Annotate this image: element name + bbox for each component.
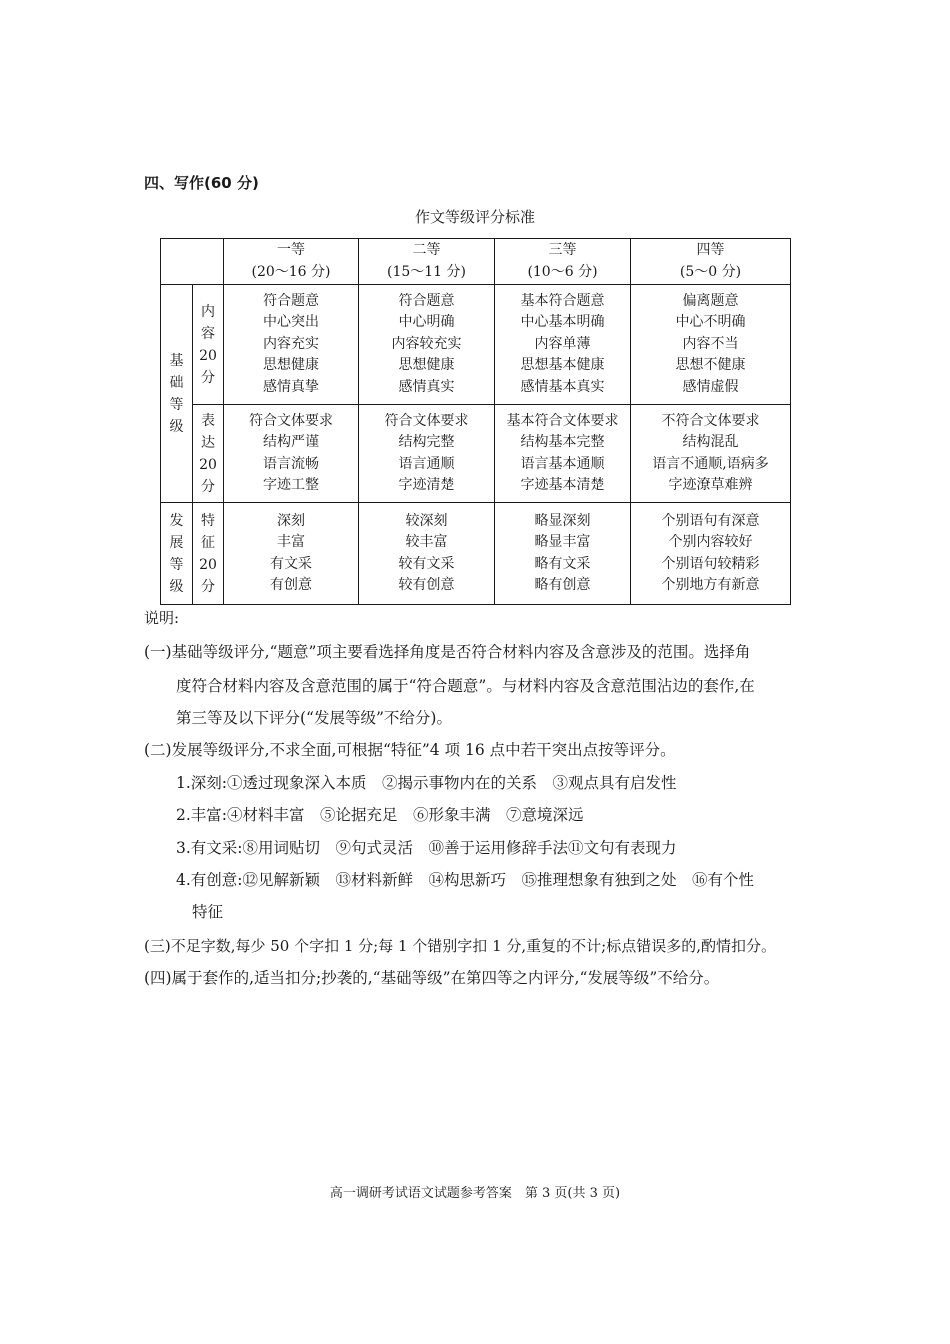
note-line: (四)属于套作的,适当扣分;抄袭的,“基础等级”在第四等之内评分,“发展等级”不给分。 bbox=[144, 969, 720, 987]
criteria-cell: 符合文体要求 结构严谨 语言流畅 字迹工整 bbox=[224, 405, 359, 503]
group-label-basic: 基 础 等 级 bbox=[161, 285, 193, 503]
grade-header: 四等 (5～0 分) bbox=[631, 239, 791, 285]
page-footer: 高一调研考试语文试题参考答案 第 3 页(共 3 页) bbox=[329, 1186, 621, 1201]
row-label-expression: 表 达 20 分 bbox=[193, 405, 224, 503]
criteria-cell: 略显深刻 略显丰富 略有文采 略有创意 bbox=[495, 503, 631, 605]
criteria-cell: 偏离题意 中心不明确 内容不当 思想不健康 感情虚假 bbox=[631, 285, 791, 405]
criteria-cell: 个别语句有深意 个别内容较好 个别语句较精彩 个别地方有新意 bbox=[631, 503, 791, 605]
note-line: (二)发展等级评分,不求全面,可根据“特征”4 项 16 点中若干突出点按等评分。 bbox=[144, 741, 676, 759]
criteria-cell: 深刻 丰富 有文采 有创意 bbox=[224, 503, 359, 605]
list-item: 4.有创意:⑫见解新颖 ⑬材料新鲜 ⑭构思新巧 ⑮推理想象有独到之处 ⑯有个性 bbox=[176, 871, 755, 889]
table-row bbox=[161, 503, 791, 605]
criteria-cell: 不符合文体要求 结构混乱 语言不通顺,语病多 字迹潦草难辨 bbox=[631, 405, 791, 503]
list-item: 2.丰富:④材料丰富 ⑤论据充足 ⑥形象丰满 ⑦意境深远 bbox=[176, 806, 584, 824]
row-label-feature: 特 征 20 分 bbox=[193, 503, 224, 605]
note-line: 第三等及以下评分(“发展等级”不给分)。 bbox=[176, 709, 452, 727]
list-item: 1.深刻:①透过现象深入本质 ②揭示事物内在的关系 ③观点具有启发性 bbox=[176, 774, 677, 792]
header-row bbox=[161, 239, 791, 285]
table-row bbox=[161, 405, 791, 503]
grade-header: 一等 (20～16 分) bbox=[224, 239, 359, 285]
group-label-development: 发 展 等 级 bbox=[161, 503, 193, 605]
section-title: 四、写作(60 分) bbox=[144, 174, 259, 192]
header-corner bbox=[161, 239, 224, 285]
note-line: (一)基础等级评分,“题意”项主要看选择角度是否符合材料内容及含意涉及的范围。选择角 bbox=[144, 643, 751, 661]
criteria-cell: 较深刻 较丰富 较有文采 较有创意 bbox=[359, 503, 495, 605]
scoring-table bbox=[160, 238, 791, 605]
criteria-cell: 基本符合文体要求 结构基本完整 语言基本通顺 字迹基本清楚 bbox=[495, 405, 631, 503]
list-item-continuation: 特征 bbox=[192, 903, 224, 921]
criteria-cell: 符合题意 中心突出 内容充实 思想健康 感情真挚 bbox=[224, 285, 359, 405]
criteria-cell: 基本符合题意 中心基本明确 内容单薄 思想基本健康 感情基本真实 bbox=[495, 285, 631, 405]
table-row bbox=[161, 285, 791, 405]
table-caption: 作文等级评分标准 bbox=[414, 208, 535, 226]
criteria-cell: 符合题意 中心明确 内容较充实 思想健康 感情真实 bbox=[359, 285, 495, 405]
notes-heading: 说明: bbox=[144, 609, 180, 627]
note-line: 度符合材料内容及含意范围的属于“符合题意”。与材料内容及含意范围沾边的套作,在 bbox=[176, 677, 755, 695]
grade-header: 二等 (15～11 分) bbox=[359, 239, 495, 285]
criteria-cell: 符合文体要求 结构完整 语言通顺 字迹清楚 bbox=[359, 405, 495, 503]
grade-header: 三等 (10～6 分) bbox=[495, 239, 631, 285]
list-item: 3.有文采:⑧用词贴切 ⑨句式灵活 ⑩善于运用修辞手法⑪文句有表现力 bbox=[176, 839, 677, 857]
row-label-content: 内 容 20 分 bbox=[193, 285, 224, 405]
note-line: (三)不足字数,每少 50 个字扣 1 分;每 1 个错别字扣 1 分,重复的不计;标点错误多的,酌情扣分。 bbox=[144, 937, 776, 955]
